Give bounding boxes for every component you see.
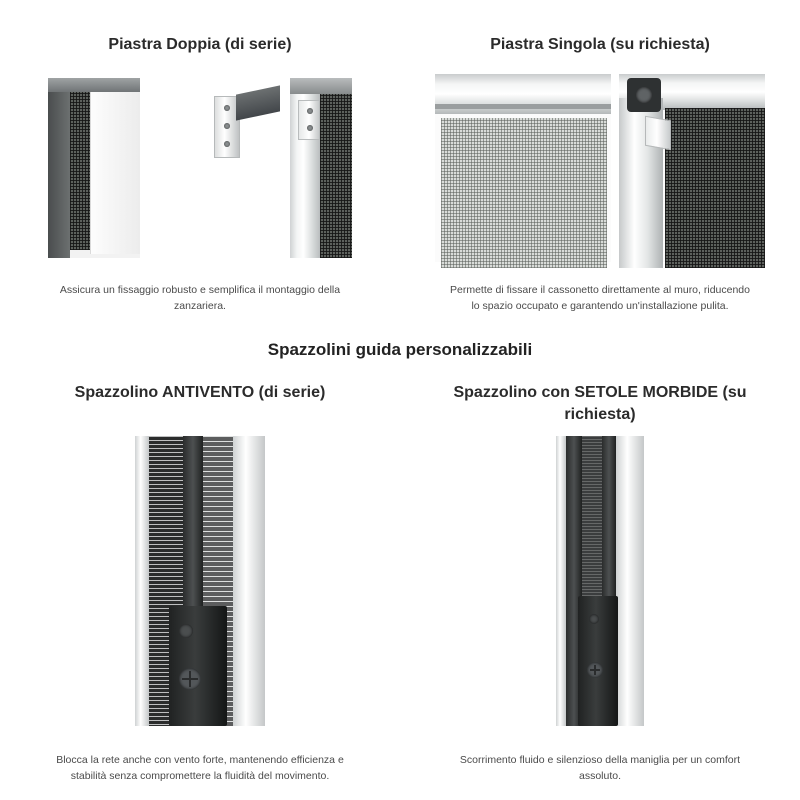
aluminium-guide (616, 436, 644, 726)
photo-right-profile (290, 78, 352, 258)
piastra-singola-caption: Permette di fissare il cassonetto direttamente al muro, riducendo lo spazio occupato e garantendo un'installazione pulita. (450, 283, 750, 312)
mesh-net-dark (665, 108, 765, 268)
spazzolino-antivento-caption: Blocca la rete anche con vento forte, mantenendo efficienza e stabilità senza compromettere la fluidità del movimento. (56, 754, 344, 783)
spazzolini-section-title: Spazzolini guida personalizzabili (267, 340, 533, 360)
piastra-singola-title: Piastra Singola (su richiesta) (490, 36, 710, 53)
feature-card-spazzolino-setole-morbide (400, 382, 800, 785)
mesh-net-dark (320, 78, 352, 258)
spazzolino-setole-morbide-caption: Scorrimento fluido e silenzioso della maniglia per un comfort assoluto. (459, 754, 741, 783)
mesh-net-dark (70, 90, 90, 250)
top-feature-row (0, 22, 800, 314)
handle-screw-icon (587, 662, 603, 678)
photo-right-cassonetto (619, 74, 765, 262)
photo-left-cassonetto (435, 74, 611, 262)
headrail-shadow-line (435, 104, 611, 109)
handle-body (169, 606, 227, 726)
cassonetto-end-cap (627, 78, 661, 112)
spazzolino-setole-morbide-title: Spazzolino con SETOLE MORBIDE (su richiesta) (453, 384, 747, 423)
piastra-doppia-figure (35, 68, 365, 268)
section-band (0, 340, 800, 360)
single-mounting-plate-photo (435, 68, 765, 268)
bottom-feature-row (0, 382, 800, 785)
aluminium-guide (233, 436, 265, 726)
piastra-doppia-title: Piastra Doppia (di serie) (108, 36, 292, 53)
antivento-brush-photo (135, 436, 265, 726)
spazzolino-antivento-figure (30, 436, 370, 736)
mesh-net-light (441, 118, 607, 268)
soft-bristles-brush-photo (556, 436, 644, 726)
profile-top-cap (290, 78, 352, 94)
piastra-doppia-caption: Assicura un fissaggio robusto e semplifica il montaggio della zanzariera. (59, 283, 341, 312)
bracket-plate-secondary (298, 100, 320, 140)
top-cap-profile (48, 78, 140, 92)
dark-frame-profile (48, 78, 70, 258)
bracket-arm (236, 85, 280, 120)
feature-card-piastra-doppia (0, 34, 400, 314)
bracket-hole-icon (307, 125, 313, 131)
bracket-hole-icon (307, 108, 313, 114)
aluminium-edge (556, 436, 566, 726)
spazzolino-antivento-title: Spazzolino ANTIVENTO (di serie) (74, 384, 326, 402)
aluminium-edge (135, 436, 149, 726)
feature-card-piastra-singola (400, 34, 800, 314)
single-plate-bracket (645, 115, 671, 150)
white-panel (90, 84, 140, 254)
piastra-singola-figure (435, 68, 765, 268)
spazzolino-setole-morbide-figure (430, 436, 770, 736)
bracket-hole-icon (224, 105, 230, 111)
handle-screw-icon (179, 668, 201, 690)
bracket-hole-icon (224, 141, 230, 147)
feature-card-spazzolino-antivento (0, 382, 400, 785)
double-mounting-plate-photo (40, 68, 360, 268)
bracket-hole-icon (224, 123, 230, 129)
photo-center-bracket (152, 86, 282, 206)
